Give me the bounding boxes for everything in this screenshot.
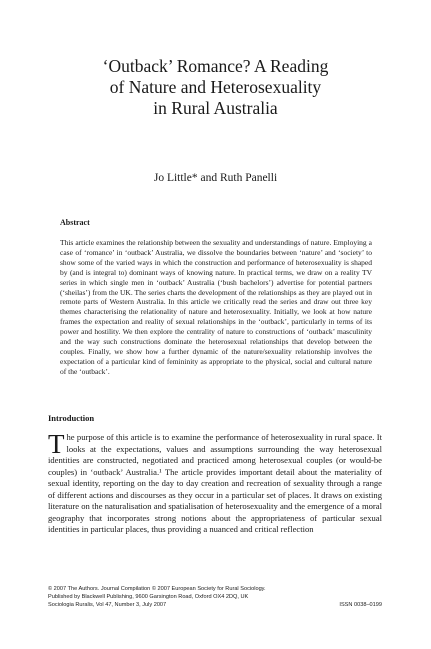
article-authors: Jo Little* and Ruth Panelli (153, 172, 278, 184)
copyright-line: © 2007 The Authors. Journal Compilation © 2007 European Society for Rural Sociology. (48, 586, 266, 592)
title-line: ‘Outback’ Romance? A Reading (102, 56, 329, 76)
drop-cap: T (48, 429, 65, 459)
article-title (40, 56, 391, 119)
introduction-heading: Introduction (48, 413, 95, 423)
title-line: of Nature and Heterosexuality (109, 77, 322, 97)
page-footer (48, 585, 382, 610)
abstract-text: This article examines the relationship between the sexuality and understandings of nature. Employing a case of ‘romance’ in ‘outback’ Australia, we dissolve the boundaries between ‘nature’ and ‘society’ to show some of the varied ways in which the construction and performance of heterosexuality is shaped by (and is integral to) dominant ways of knowing nature. In practical terms, we draw on a reality TV series in which single men in ‘outback’ Australia (‘bush bachelors’) advertise for potential partners (‘sheilas’) from the UK. The series charts the development of the relationships as they are played out in remote parts of Western Australia. In this article we critically read the series and draw out three key themes characterising the relationality of nature and heterosexuality. Initially, we look at how nature frames the expectation and reality of sexual relationships in the ‘outback’, particularly in terms of its power and hostility. We then explore the centrality of nature to constructions of ‘outback’ masculinity and the way such constructions dominate the heterosexual relationships that develop between the couples. Finally, we show how a further dynamic of the nature/sexuality relationship involves the expectation of a particular kind of femininity as appropriate to the physical, social and cultural nature of the ‘outback’. (60, 238, 372, 376)
abstract-heading: Abstract (60, 218, 90, 227)
publisher-line: Published by Blackwell Publishing, 9600 Garsington Road, Oxford OX4 2DQ, UK (48, 594, 249, 601)
introduction-body: he purpose of this article is to examine the performance of heterosexuality in rural space. It looks at the expectations, values and assumptions surrounding the way heterosexual identities are constructed, negotiated and practiced among heterosexual couples (or would-be couples) in ‘outback’ Australia.¹ The article provides important detail about the materiality of sexual identity, reporting on the day to day creation and recreation of sexuality through a range of different actions and discourses as they occur in a particular set of places. It draws on existing literature on the naturalisation and spatialisation of heterosexuality and the emergence of a moral geography that incorporates strong notions about the appropriateness of particular sexual identities in particular places, thus providing a nuanced and critical reflection (48, 432, 382, 535)
issn-label: ISSN 0038–0199 (339, 602, 382, 609)
journal-line: Sociologia Ruralis, Vol 47, Number 3, July 2007 (48, 602, 167, 609)
introduction-text (48, 429, 382, 536)
title-line: in Rural Australia (153, 98, 278, 118)
